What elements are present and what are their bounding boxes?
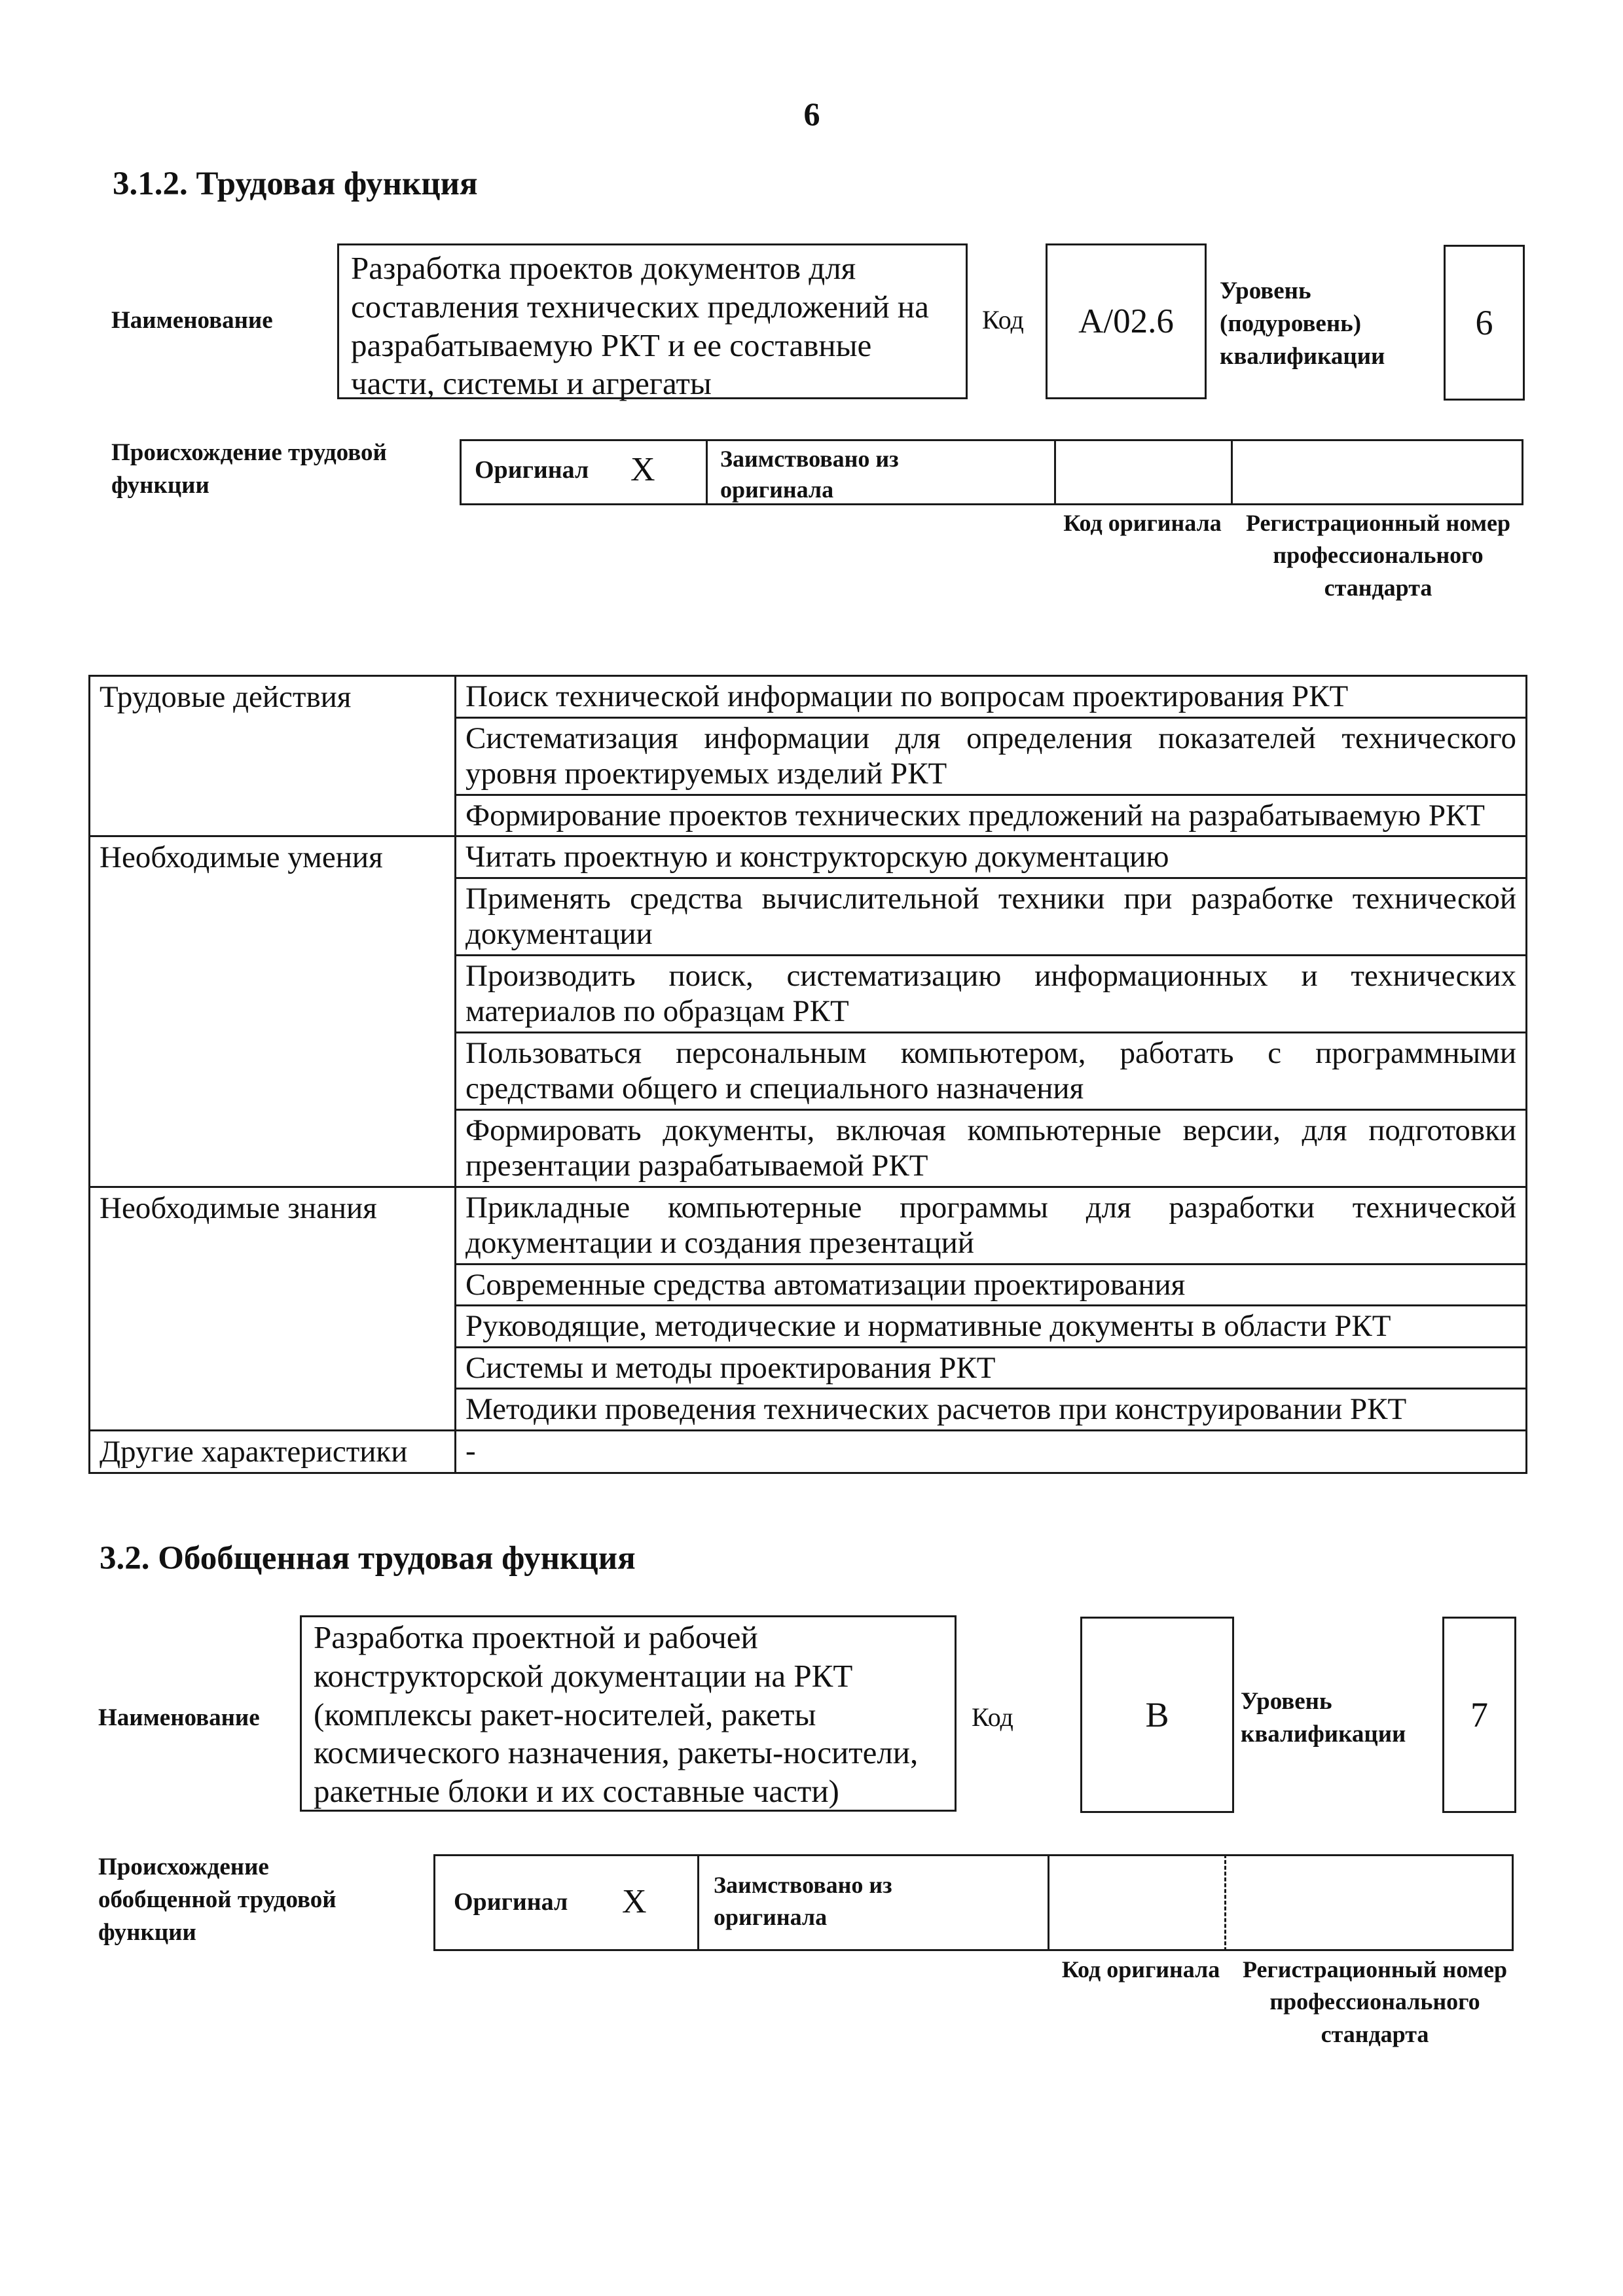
table-cell: Руководящие, методические и нормативные документы в области РКТ <box>456 1306 1527 1348</box>
level-label-32: Уровень квалификации <box>1241 1688 1406 1748</box>
name-label-312: Наименование <box>111 307 273 334</box>
divider <box>697 1854 699 1951</box>
caption-reg-number: Регистрационный номер профессионального стандарта <box>1245 510 1511 601</box>
origin-borrowed-label: Заимствовано из оригинала <box>720 446 899 503</box>
level-box-312: 6 <box>1444 245 1525 401</box>
code-label-312: Код <box>982 305 1024 334</box>
row-header-skills: Необходимые умения <box>90 836 456 1187</box>
origin-mark: X <box>622 1883 647 1920</box>
name-label-32: Наименование <box>98 1704 260 1731</box>
level-box-32: 7 <box>1442 1617 1516 1813</box>
table-cell: Производить поиск, систематизацию информационных и технических материалов по образцам РКТ <box>456 955 1527 1032</box>
table-row <box>90 1187 1527 1264</box>
table-cell: Пользоваться персональным компьютером, работать с программными средствами общего и специального назначения <box>456 1032 1527 1109</box>
level-label-312: Уровень (подуровень) квалификации <box>1220 278 1385 370</box>
origin-label-32: Происхождение обобщенной трудовой функции <box>98 1854 337 1946</box>
table-cell: Формировать документы, включая компьютерные версии, для подготовки презентации разрабатываемой РКТ <box>456 1109 1527 1187</box>
code-box-312: A/02.6 <box>1046 243 1207 399</box>
table-cell: Методики проведения технических расчетов при конструировании РКТ <box>456 1389 1527 1431</box>
code-label-32: Код <box>972 1702 1013 1732</box>
divider <box>1224 1854 1226 1951</box>
table-cell: Поиск технической информации по вопросам проектирования РКТ <box>456 676 1527 718</box>
name-box-312: Разработка проектов документов для составления технических предложений на разрабатываемую РКТ и ее составные части, системы и агрегаты <box>337 243 968 399</box>
section-heading-32: 3.2. Обобщенная трудовая функция <box>100 1540 636 1577</box>
table-cell: Прикладные компьютерные программы для разработки технической документации и создания презентаций <box>456 1187 1527 1264</box>
row-header-actions: Трудовые действия <box>90 676 456 836</box>
table-cell: Систематизация информации для определения показателей технического уровня проектируемых изделий РКТ <box>456 717 1527 795</box>
divider <box>1054 439 1056 505</box>
name-box-32: Разработка проектной и рабочей конструкторской документации на РКТ (комплексы ракет-носителей, ракеты космического назначения, ракеты-носители, ракетные блоки и их составные части) <box>300 1615 957 1812</box>
labor-function-table <box>88 675 1527 1474</box>
origin-original-label: Оригинал <box>454 1888 568 1916</box>
origin-row-312 <box>460 439 1523 505</box>
table-cell: Современные средства автоматизации проектирования <box>456 1264 1527 1306</box>
section-heading-312: 3.1.2. Трудовая функция <box>113 166 478 202</box>
origin-mark: X <box>630 451 655 488</box>
origin-borrowed-label: Заимствовано из оригинала <box>714 1872 892 1930</box>
table-cell: Читать проектную и конструкторскую документацию <box>456 836 1527 878</box>
table-cell: - <box>456 1430 1527 1473</box>
origin-original-label: Оригинал <box>475 456 589 484</box>
code-box-32: B <box>1080 1617 1234 1813</box>
origin-label-312: Происхождение трудовой функции <box>111 439 387 499</box>
origin-row-32 <box>433 1854 1514 1951</box>
divider <box>706 439 708 505</box>
table-row <box>90 836 1527 878</box>
divider <box>1231 439 1233 505</box>
page-number: 6 <box>803 96 820 132</box>
row-header-other: Другие характеристики <box>90 1430 456 1473</box>
row-header-knowledge: Необходимые знания <box>90 1187 456 1430</box>
divider <box>1048 1854 1049 1951</box>
table-cell: Применять средства вычислительной техники при разработке технической документации <box>456 878 1527 955</box>
caption-reg-number: Регистрационный номер профессионального стандарта <box>1242 1956 1508 2047</box>
table-cell: Системы и методы проектирования РКТ <box>456 1347 1527 1389</box>
table-cell: Формирование проектов технических предложений на разрабатываемую РКТ <box>456 795 1527 836</box>
caption-code-original: Код оригинала <box>1061 1956 1220 1982</box>
table-row <box>90 676 1527 718</box>
table-row <box>90 1430 1527 1473</box>
caption-code-original: Код оригинала <box>1063 510 1222 536</box>
